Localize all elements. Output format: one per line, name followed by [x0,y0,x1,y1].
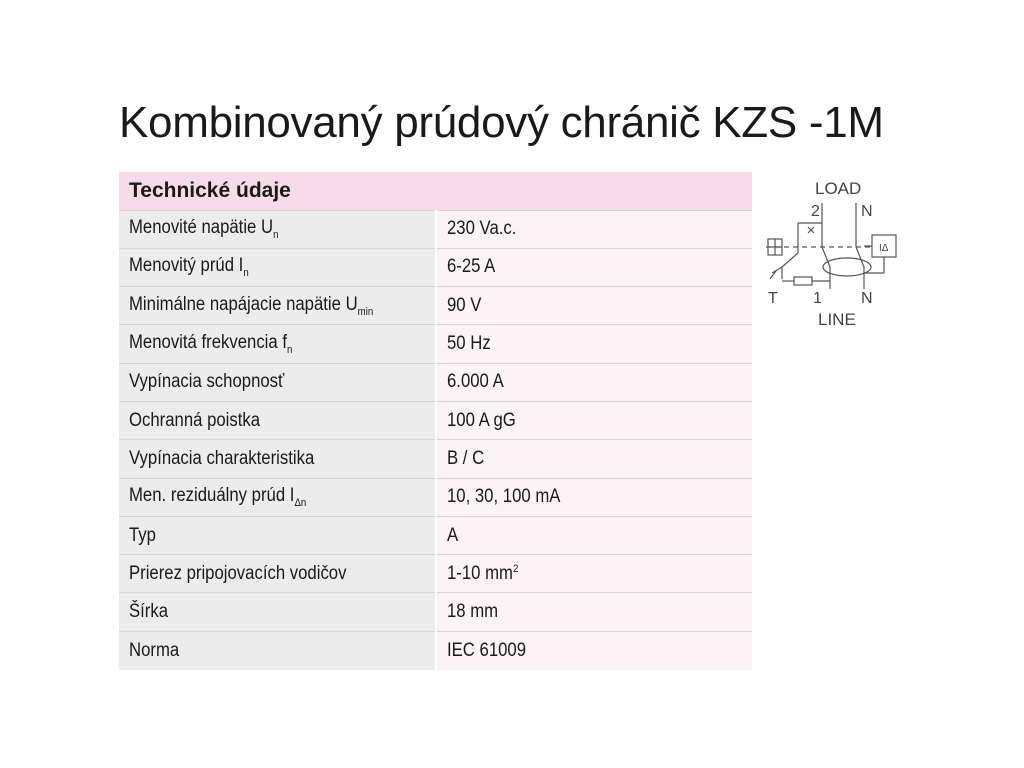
wiring-diagram [760,175,920,335]
spec-value: 230 Va.c. [446,218,516,240]
spec-value: 50 Hz [446,333,491,355]
spec-label: Ochranná poistka [129,409,261,431]
spec-value: 10, 30, 100 mA [446,486,560,508]
spec-label: Men. reziduálny prúd I [129,485,295,507]
spec-label-cell [119,363,436,401]
table-row [119,593,752,631]
spec-label-cell [119,210,436,248]
spec-label-subscript: n [243,267,249,280]
terminal-t-label: T [768,290,778,307]
spec-label: Menovitý prúd I [129,255,244,277]
spec-value-cell [436,401,753,439]
table-row [119,516,752,554]
spec-value-cell [436,440,753,478]
table-header-row [119,172,752,210]
spec-value-cell [436,516,753,554]
table-row [119,401,752,439]
table-row [119,325,752,363]
spec-label-cell [119,248,436,286]
spec-label: Vypínacia charakteristika [129,447,315,469]
spec-label: Minimálne napájacie napätie U [129,293,358,315]
spec-value-cell [436,248,753,286]
spec-label-subscript: Δn [294,497,307,510]
spec-value: A [446,524,458,546]
spec-value: 18 mm [446,601,498,623]
load-label: LOAD [815,179,862,198]
spec-label: Šírka [129,601,169,623]
spec-label-cell [119,631,436,669]
spec-label-subscript: n [273,229,279,242]
terminal-2-label: 2 [811,203,820,220]
technical-data-table [119,172,752,670]
spec-label: Norma [129,639,180,661]
terminal-n-top-label: N [861,203,873,220]
table-row [119,440,752,478]
spec-label-cell [119,325,436,363]
spec-value: 90 V [446,294,481,316]
spec-label-cell [119,440,436,478]
table-row [119,363,752,401]
table-row [119,478,752,516]
spec-label-cell [119,555,436,593]
spec-label: Typ [129,524,156,546]
spec-value-superscript: 2 [512,562,518,575]
spec-label-cell [119,516,436,554]
spec-value-cell [436,210,753,248]
spec-label: Menovité napätie U [129,217,274,239]
table-row [119,631,752,669]
spec-label: Vypínacia schopnosť [129,371,285,393]
table-row [119,555,752,593]
spec-label-cell [119,478,436,516]
terminal-n-bottom-label: N [861,290,873,307]
spec-value: B / C [446,447,484,469]
table-row [119,287,752,325]
spec-value: 6.000 A [446,371,504,393]
spec-label-subscript: n [286,344,293,357]
spec-label-cell [119,401,436,439]
spec-value-cell [436,325,753,363]
spec-label: Prierez pripojovacích vodičov [129,562,347,584]
relay-symbol: IΔ [879,243,889,254]
table-header: Technické údaje [119,172,752,210]
spec-label-cell [119,287,436,325]
spec-label: Menovitá frekvencia f [129,332,287,354]
spec-value-cell [436,478,753,516]
table-body [119,210,752,670]
spec-value-cell [436,593,753,631]
terminal-1-label: 1 [813,290,822,307]
spec-value-cell [436,363,753,401]
page-title: Kombinovaný prúdový chránič KZS -1M [119,98,884,147]
spec-value: 100 A gG [446,409,516,431]
table-row [119,210,752,248]
spec-value: IEC 61009 [446,639,526,661]
spec-value-cell [436,631,753,669]
spec-value: 1-10 mm [446,562,513,584]
spec-value-cell [436,555,753,593]
table-row [119,248,752,286]
spec-value: 6-25 A [446,256,495,278]
spec-value-cell [436,287,753,325]
spec-label-subscript: min [357,305,374,318]
line-label: LINE [818,310,856,329]
spec-label-cell [119,593,436,631]
